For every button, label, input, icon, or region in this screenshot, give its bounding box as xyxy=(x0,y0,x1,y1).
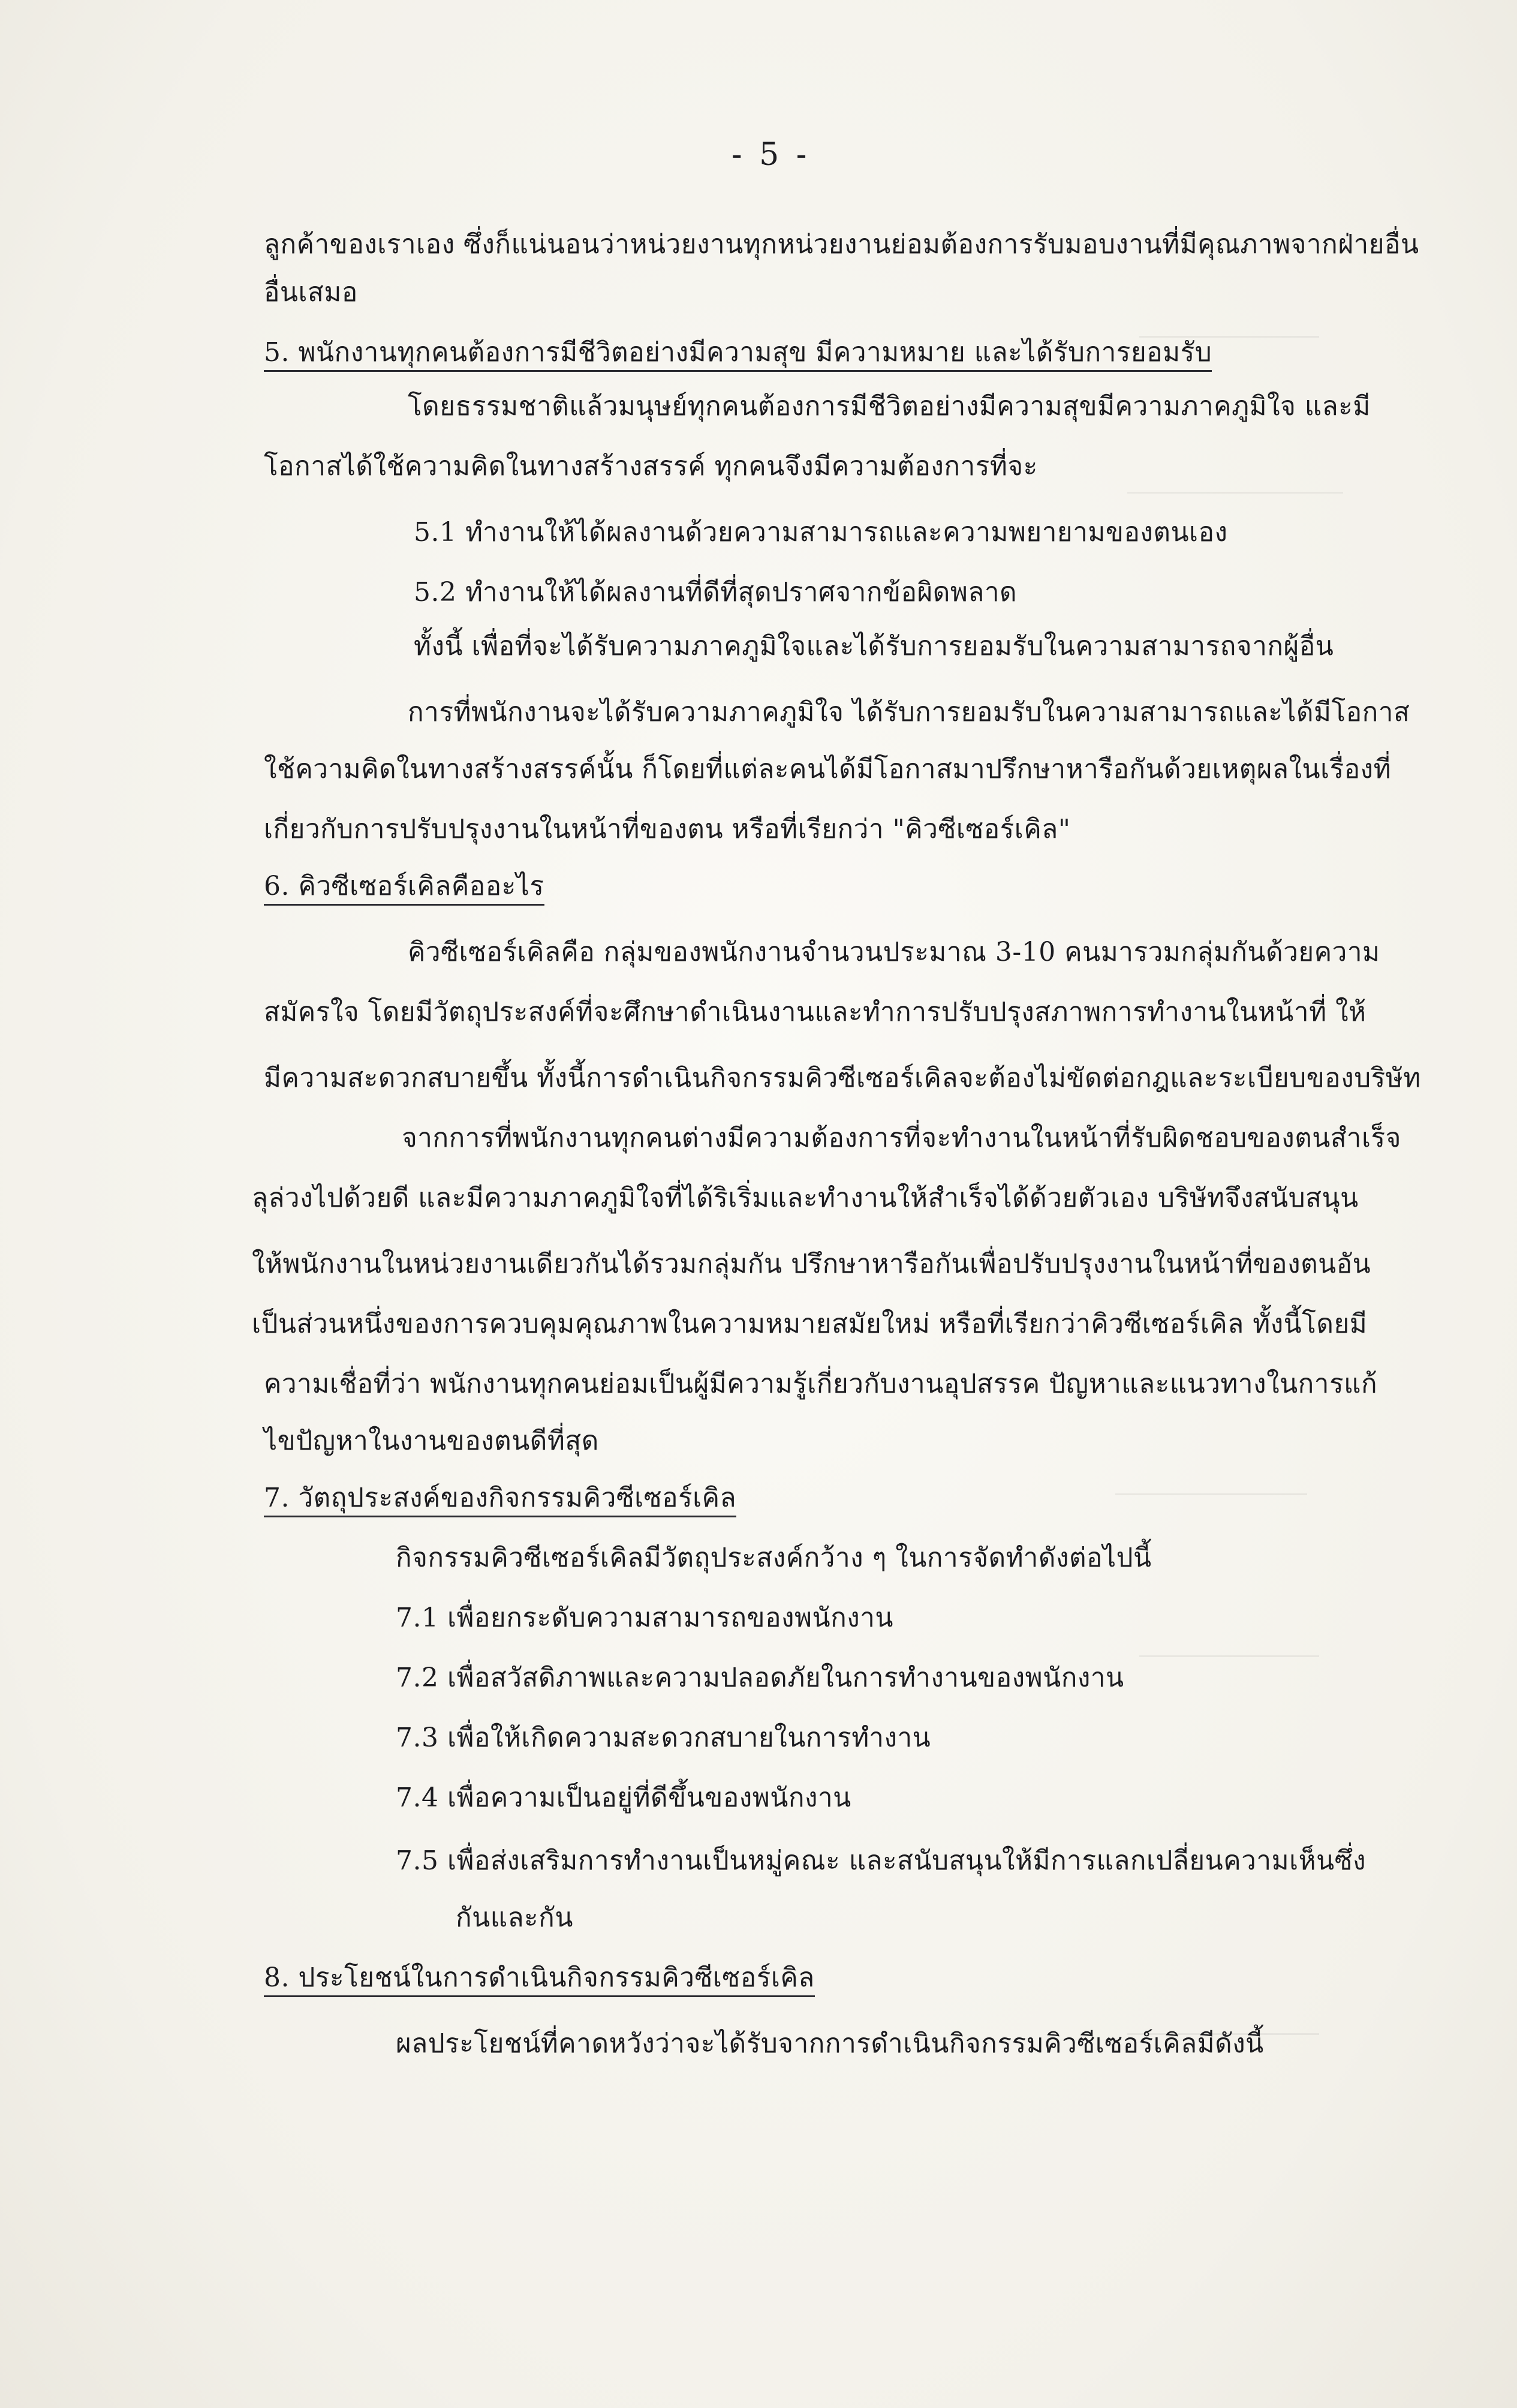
bleed-through xyxy=(1127,468,1343,494)
list-item: 7.3 เพื่อให้เกิดความสะดวกสบายในการทำงาน xyxy=(396,1722,931,1753)
section-heading-text: 6. คิวซีเซอร์เคิลคืออะไร xyxy=(264,871,544,906)
paragraph-line: กิจกรรมคิวซีเซอร์เคิลมีวัตถุประสงค์กว้าง ๆ ในการจัดทำดังต่อไปนี้ xyxy=(396,1543,1152,1573)
list-item: 7.5 เพื่อส่งเสริมการทำงานเป็นหมู่คณะ และสนับสนุนให้มีการแลกเปลี่ยนความเห็นซึ่ง xyxy=(396,1845,1366,1876)
section-heading-8 xyxy=(264,1961,815,1995)
list-item: 5.2 ทำงานให้ได้ผลงานที่ดีที่สุดปราศจากข้อผิดพลาด xyxy=(414,577,1018,608)
page-number: - 5 - xyxy=(732,137,811,173)
paragraph-line: ทั้งนี้ เพื่อที่จะได้รับความภาคภูมิใจและได้รับการยอมรับในความสามารถจากผู้อื่น xyxy=(414,631,1334,662)
paragraph-line: สมัครใจ โดยมีวัตถุประสงค์ที่จะศึกษาดำเนินงานและทำการปรับปรุงสภาพการทำงานในหน้าที่ ให้ xyxy=(264,997,1366,1027)
section-heading-text: 8. ประโยชน์ในการดำเนินกิจกรรมคิวซีเซอร์เคิล xyxy=(264,1962,815,1997)
paragraph-line: ลุล่วงไปด้วยดี และมีความภาคภูมิใจที่ได้ริเริ่มและทำงานให้สำเร็จได้ด้วยตัวเอง บริษัทจึงสนับสนุน xyxy=(252,1183,1359,1213)
list-item: 7.1 เพื่อยกระดับความสามารถของพนักงาน xyxy=(396,1603,893,1633)
paragraph-line: ความเชื่อที่ว่า พนักงานทุกคนย่อมเป็นผู้มีความรู้เกี่ยวกับงานอุปสรรค ปัญหาและแนวทางในการแก้ xyxy=(264,1369,1378,1399)
paragraph-line: การที่พนักงานจะได้รับความภาคภูมิใจ ได้รับการยอมรับในความสามารถและได้มีโอกาส xyxy=(408,697,1410,727)
paragraph-line: เป็นส่วนหนึ่งของการควบคุมคุณภาพในความหมายสมัยใหม่ หรือที่เรียกว่าคิวซีเซอร์เคิล ทั้งนี้โดยมี xyxy=(252,1309,1368,1339)
paragraph-line: คิวซีเซอร์เคิลคือ กลุ่มของพนักงานจำนวนประมาณ 3-10 คนมารวมกลุ่มกันด้วยความ xyxy=(408,937,1380,967)
paragraph-line: จากการที่พนักงานทุกคนต่างมีความต้องการที่จะทำงานในหน้าที่รับผิดชอบของตนสำเร็จ xyxy=(402,1123,1401,1153)
section-heading-5 xyxy=(264,336,1212,369)
paragraph-line: โดยธรรมชาติแล้วมนุษย์ทุกคนต้องการมีชีวิตอย่างมีความสุขมีความภาคภูมิใจ และมี xyxy=(408,391,1371,422)
paragraph-line: เกี่ยวกับการปรับปรุงงานในหน้าที่ของตน หรือที่เรียกว่า "คิวซีเซอร์เคิล" xyxy=(264,814,1071,844)
section-heading-7 xyxy=(264,1481,736,1515)
bleed-through xyxy=(1139,312,1319,338)
section-heading-text: 5. พนักงานทุกคนต้องการมีชีวิตอย่างมีความสุข มีความหมาย และได้รับการยอมรับ xyxy=(264,337,1212,372)
paragraph-line: ผลประโยชน์ที่คาดหวังว่าจะได้รับจากการดำเนินกิจกรรมคิวซีเซอร์เคิลมีดังนี้ xyxy=(396,2028,1264,2059)
list-item-continuation: กันและกัน xyxy=(456,1902,573,1933)
paragraph-line: ให้พนักงานในหน่วยงานเดียวกันได้รวมกลุ่มกัน ปรึกษาหารือกันเพื่อปรับปรุงงานในหน้าที่ของตนอัน xyxy=(252,1249,1371,1279)
paragraph-line: โอกาสได้ใช้ความคิดในทางสร้างสรรค์ ทุกคนจึงมีความต้องการที่จะ xyxy=(264,451,1038,482)
paragraph-line: ลูกค้าของเราเอง ซึ่งก็แน่นอนว่าหน่วยงานทุกหน่วยงานย่อมต้องการรับมอบงานที่มีคุณภาพจากฝ่ายอื่น xyxy=(264,229,1419,260)
list-item: 5.1 ทำงานให้ได้ผลงานด้วยความสามารถและความพยายามของตนเอง xyxy=(414,517,1228,548)
bleed-through xyxy=(1139,1631,1319,1657)
bleed-through xyxy=(1115,1469,1307,1495)
section-heading-6 xyxy=(264,870,544,903)
list-item: 7.4 เพื่อความเป็นอยู่ที่ดีขึ้นของพนักงาน xyxy=(396,1782,851,1813)
list-item: 7.2 เพื่อสวัสดิภาพและความปลอดภัยในการทำงานของพนักงาน xyxy=(396,1663,1124,1693)
paragraph-line: อื่นเสมอ xyxy=(264,277,358,308)
paragraph-line: ไขปัญหาในงานของตนดีที่สุด xyxy=(264,1426,599,1456)
section-heading-text: 7. วัตถุประสงค์ของกิจกรรมคิวซีเซอร์เคิล xyxy=(264,1483,736,1517)
paragraph-line: มีความสะดวกสบายขึ้น ทั้งนี้การดำเนินกิจกรรมคิวซีเซอร์เคิลจะต้องไม่ขัดต่อกฎและระเบียบของบริษัท xyxy=(264,1063,1421,1093)
paragraph-line: ใช้ความคิดในทางสร้างสรรค์นั้น ก็โดยที่แต่ละคนได้มีโอกาสมาปรึกษาหารือกันด้วยเหตุผลในเรื่องที่ xyxy=(264,754,1392,784)
